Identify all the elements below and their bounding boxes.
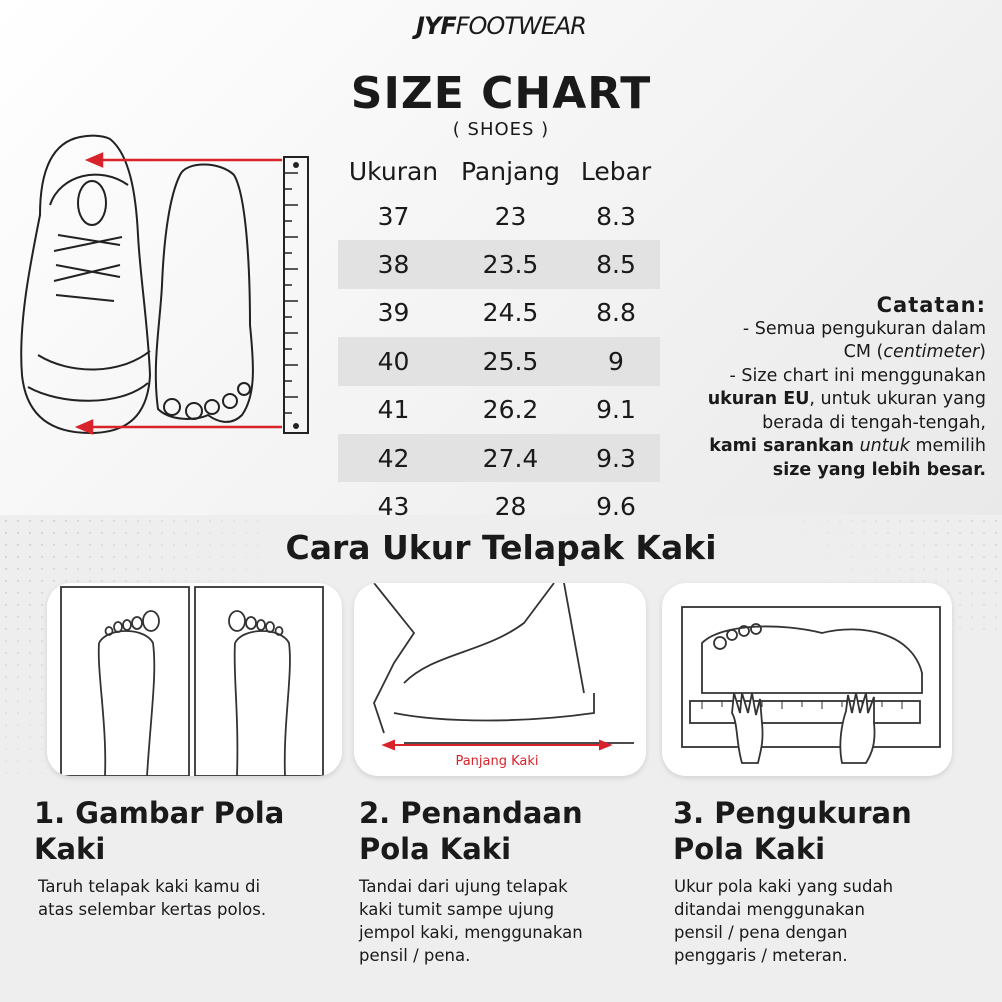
cell-size: 37 — [377, 201, 410, 231]
note-line: size yang lebih besar. — [772, 459, 986, 480]
step-2-description: Tandai dari ujung telapak kaki tumit sampe ujung jempol kaki, menggunakan pensil / pena. — [359, 877, 583, 965]
note-line: CM (centimeter) — [843, 342, 986, 362]
cell-length: 28 — [494, 492, 527, 522]
step-3-title: 3. Pengukuran Pola Kaki — [673, 796, 912, 866]
note-line: ukuran EU, untuk ukuran yang — [707, 389, 986, 409]
cell-size: 40 — [338, 337, 449, 385]
cell-length: 25.5 — [449, 337, 572, 385]
cell-length: 27.4 — [449, 434, 572, 482]
table-row — [338, 289, 660, 337]
foot-ruler-illustration — [662, 583, 952, 776]
column-header-length: Panjang — [460, 156, 561, 186]
cell-size: 43 — [377, 492, 410, 522]
how-to-title: Cara Ukur Telapak Kaki — [285, 528, 717, 567]
notes-block — [686, 294, 986, 482]
cell-size: 41 — [377, 395, 410, 425]
step-2-title: 2. Penandaan Pola Kaki — [359, 796, 583, 866]
table-row — [338, 386, 660, 434]
cell-size: 42 — [338, 434, 449, 482]
step-1-title: 1. Gambar Pola Kaki — [34, 796, 285, 866]
cell-width: 8.8 — [596, 298, 636, 328]
size-table — [338, 150, 660, 531]
note-line: - Size chart ini menggunakan — [729, 365, 986, 386]
cell-width: 9.3 — [572, 434, 660, 482]
foot-length-label: Panjang Kaki — [455, 754, 539, 769]
step-3-image — [662, 583, 952, 776]
table-row — [338, 240, 660, 288]
table-row — [338, 434, 660, 482]
note-line: kami sarankan untuk memilih — [709, 436, 986, 456]
step-2-image — [354, 583, 646, 776]
page-subtitle: ( SHOES ) — [452, 119, 550, 140]
table-row — [338, 192, 660, 240]
note-line: - Semua pengukuran dalam — [742, 318, 986, 339]
cell-width: 9 — [572, 337, 660, 385]
cell-size: 39 — [377, 298, 410, 328]
note-line: berada di tengah-tengah, — [762, 412, 986, 433]
column-header-size: Ukuran — [348, 156, 439, 186]
cell-size: 38 — [338, 240, 449, 288]
table-row — [338, 482, 660, 530]
table-row — [338, 337, 660, 385]
foot-marking-illustration — [354, 583, 646, 776]
cell-length: 24.5 — [482, 298, 539, 328]
page-title: SIZE CHART — [350, 68, 652, 119]
cell-length: 26.2 — [482, 395, 539, 425]
brand-logo: JYFFOOTWEAR — [416, 12, 586, 40]
foot-outline-illustration — [47, 583, 342, 776]
notes-title: Catatan: — [876, 293, 986, 317]
column-header-width: Lebar — [580, 156, 652, 186]
size-table-header — [338, 150, 660, 192]
step-3-description: Ukur pola kaki yang sudah ditandai menggunakan pensil / pena dengan penggaris / meteran. — [674, 877, 894, 965]
cell-width: 8.3 — [596, 201, 636, 231]
step-1-image — [47, 583, 342, 776]
cell-length: 23 — [494, 201, 527, 231]
step-1-description: Taruh telapak kaki kamu di atas selembar kertas polos. — [38, 877, 267, 919]
cell-width: 9.1 — [596, 395, 636, 425]
cell-length: 23.5 — [449, 240, 572, 288]
shoe-measurement-illustration — [10, 125, 330, 445]
cell-width: 9.6 — [596, 492, 636, 522]
cell-width: 8.5 — [572, 240, 660, 288]
